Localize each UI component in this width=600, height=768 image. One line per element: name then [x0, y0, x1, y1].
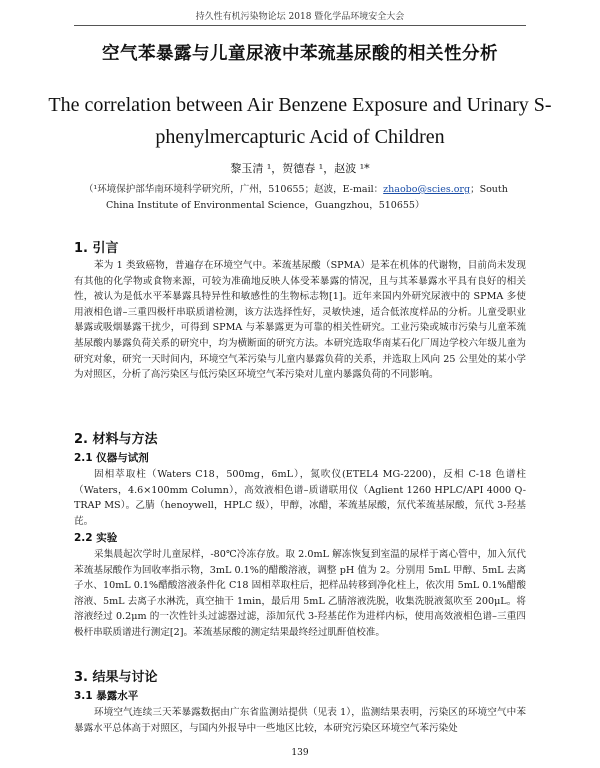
author-list: 黎玉清 ¹，贺德春 ¹，赵波 ¹*	[230, 162, 370, 175]
title-english: The correlation between Air Benzene Exposure and Urinary S-phenylmercapturic Acid of Children	[48, 94, 552, 148]
paragraph-instruments: 固相萃取柱（Waters C18，500mg，6mL），氮吹仪(ETEL4 MG-2200)，反相 C-18 色谱柱（Waters，4.6×100mm Column），高效液相色谱–质谱联用仪（Aglient 1260 HPLC/API 4000 Q-TRAP MS）。乙腈（henoywell，HPLC 级），甲醇，冰醋，苯巯基尿酸，氘代苯巯基尿酸，氘代 3-羟基芘。	[74, 469, 526, 527]
section-heading-introduction: 1. 引言	[74, 241, 119, 256]
affiliation-line-2: China Institute of Environmental Science，Guangzhou，510655）	[106, 200, 425, 211]
affiliation	[84, 182, 526, 214]
email-link[interactable]: zhaobo@scies.org	[383, 184, 471, 195]
subsection-heading-instruments: 2.1 仪器与试剂	[74, 452, 149, 464]
section-heading-results: 3. 结果与讨论	[74, 670, 158, 685]
subsection-heading-experiment: 2.2 实验	[74, 532, 118, 544]
title-chinese: 空气苯暴露与儿童尿液中苯巯基尿酸的相关性分析	[102, 44, 498, 64]
paragraph-exposure: 环境空气连续三天苯暴露数据由广东省监测站提供（见表 1），监测结果表明，污染区的环境空气中苯暴露水平总体高于对照区，与国内外报导中一些地区比较，本研究污染区环境空气苯污染处	[74, 707, 526, 734]
affiliation-prefix: （¹环境保护部华南环境科学研究所，广州，510655；赵波，E-mail：	[84, 184, 384, 195]
section-heading-methods: 2. 材料与方法	[74, 432, 158, 447]
paragraph-introduction: 苯为 1 类致癌物，普遍存在环境空气中。苯巯基尿酸（SPMA）是苯在机体的代谢物，目前尚未发现有其他的化学物或食物来源，可较为准确地反映人体受苯暴露的情况，且与其苯暴露水平具有良好的相关性，被认为是低水平苯暴露具特异性和敏感性的生物标志物[1]。近年来国内外研究尿液中的 SPMA 多使用液相色谱–三重四极杆串联质谱检测，该方法选择性好，灵敏快速，适合低浓度样品的分析。儿童受职业暴露或吸烟暴露干扰少，可得到 SPMA 与苯暴露更为可靠的相关性研究。工业污染或城市污染与儿童苯巯基尿酸内暴露负荷关系的研究中，均为横断面的研究方法。本研究选取华南某石化厂周边学校六年级儿童为研究对象，研究一天时间内，环境空气苯污染与儿童内暴露负荷的关系，并选取上风向 25 公里处的某小学为对照区，分析了高污染区与低污染区环境空气苯污染对儿童内暴露负荷的不同影响。	[74, 260, 526, 381]
subsection-heading-exposure: 3.1 暴露水平	[74, 690, 139, 702]
running-header: 持久性有机污染物论坛 2018 暨化学品环境安全大会	[74, 9, 526, 26]
affiliation-suffix: ；South	[470, 184, 508, 195]
page-number: 139	[291, 748, 309, 758]
paragraph-experiment: 采集晨起次学时儿童尿样，-80℃冷冻存放。取 2.0mL 解冻恢复到室温的尿样于离心管中，加入氘代苯巯基尿酸作为回收率指示物，3mL 0.1%的醋酸溶液，调整 pH 值为 2。分别用 5mL 甲醇、5mL 去离子水、10mL 0.1%醋酸溶液条件化 C18 固相萃取柱后，把样品转移到净化柱上，依次用 5mL 0.1%醋酸溶液、5mL 去离子水淋洗，真空抽干 1min，最后用 5mL 乙腈溶液洗脱，收集洗脱液氮吹至 200μL。将溶液经过 0.2μm 的一次性针头过滤器过滤，添加氘代 3-羟基芘作为进样内标，使用高效液相色谱–三重四极杆串联质谱进行测定[2]。苯巯基尿酸的测定结果最终经过肌酐值校准。	[74, 549, 526, 638]
